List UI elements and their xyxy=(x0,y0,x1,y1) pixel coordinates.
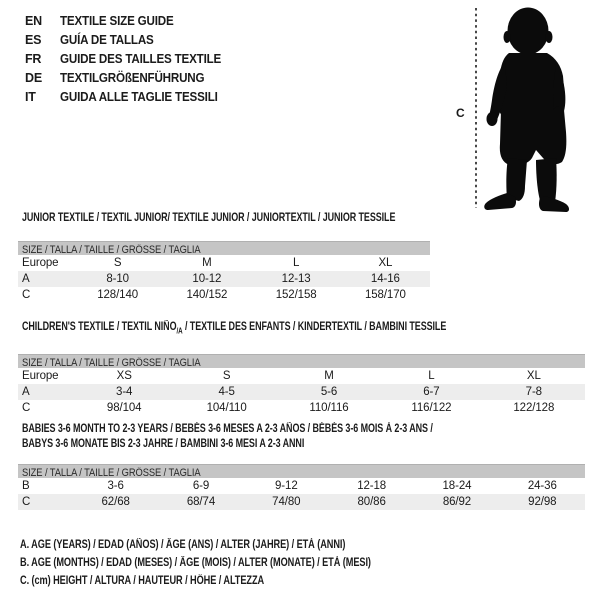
table-cell: 98/104 xyxy=(106,402,142,415)
size-header-bar xyxy=(18,241,430,255)
lang-row-es xyxy=(25,31,233,50)
table-cell: 128/140 xyxy=(97,289,139,301)
table-cell: L xyxy=(428,370,435,383)
table-cell: XL xyxy=(526,370,541,383)
table-cell: 7-8 xyxy=(525,386,542,399)
height-label: C xyxy=(456,106,465,120)
table-cell: 18-24 xyxy=(442,480,472,492)
table-cell: 80/86 xyxy=(357,496,386,508)
table-cell: S xyxy=(222,370,231,383)
table-cell: 116/122 xyxy=(411,402,452,415)
footnote-c: C. (cm) HEIGHT / ALTURA / HAUTEUR / HÖHE / ALTEZZA xyxy=(20,575,265,587)
language-title-list xyxy=(25,12,233,107)
row-label: C xyxy=(22,289,31,301)
table-cell: 4-5 xyxy=(218,386,235,399)
lang-row-de xyxy=(25,69,233,88)
footnote-a: A. AGE (YEARS) / EDAD (AÑOS) / ÂGE (ANS) / ALTER (JAHRE) / ETÀ (ANNI) xyxy=(20,539,346,551)
table-cell: 122/128 xyxy=(513,402,555,415)
table-cell: 5-6 xyxy=(320,386,338,399)
table-row xyxy=(18,400,585,416)
table-cell: 9-12 xyxy=(275,480,298,492)
table-cell: L xyxy=(292,257,300,269)
size-header-bar xyxy=(18,464,585,478)
table-cell: 12-13 xyxy=(281,273,311,285)
table-cell: 12-18 xyxy=(357,480,387,492)
lang-title: TEXTILGRÖßENFÜHRUNG xyxy=(60,71,205,85)
table-cell: M xyxy=(324,370,334,383)
row-label: Europe xyxy=(22,370,59,383)
table-title: JUNIOR TEXTILE / TEXTIL JUNIOR/ TEXTILE JUNIOR / JUNIORTEXTIL / JUNIOR TESSILE xyxy=(22,212,396,224)
table-title-sub: /A xyxy=(176,326,183,336)
row-label: B xyxy=(22,480,30,492)
lang-row-fr xyxy=(25,50,233,69)
table-row xyxy=(18,368,585,384)
babies-size-table xyxy=(18,422,585,510)
legend-footnotes xyxy=(20,536,459,590)
table-cell: M xyxy=(202,257,212,269)
table-cell: 14-16 xyxy=(370,273,400,285)
table-cell: 92/98 xyxy=(528,496,557,508)
row-label: A xyxy=(22,273,30,285)
table-title-line1: BABIES 3-6 MONTH TO 2-3 YEARS / BEBÉS 3-6 MESES A 2-3 AÑOS / BÉBÉS 3-6 MOIS À 2-3 ANS / xyxy=(22,423,433,435)
row-label: C xyxy=(22,496,31,508)
row-label: C xyxy=(22,402,31,415)
table-cell: 6-9 xyxy=(192,480,210,492)
table-cell: 140/152 xyxy=(186,289,228,301)
table-title-post: / TEXTILE DES ENFANTS / KINDERTEXTIL / BAMBINI TESSILE xyxy=(182,321,447,333)
table-cell: 158/170 xyxy=(364,289,406,301)
table-cell: 152/158 xyxy=(275,289,317,301)
size-header-label: SIZE / TALLA / TAILLE / GRÖSSE / TAGLIA xyxy=(22,467,201,479)
lang-code: FR xyxy=(25,52,42,66)
table-row xyxy=(18,255,430,271)
junior-size-table xyxy=(18,211,430,303)
lang-code: DE xyxy=(25,71,42,85)
table-row xyxy=(18,478,585,494)
size-header-label: SIZE / TALLA / TAILLE / GRÖSSE / TAGLIA xyxy=(22,244,201,256)
lang-code: ES xyxy=(25,33,42,47)
table-cell: 10-12 xyxy=(192,273,222,285)
children-size-table xyxy=(18,320,585,416)
size-header-bar xyxy=(18,354,585,368)
table-row xyxy=(18,494,585,510)
toddler-silhouette-icon xyxy=(450,0,600,215)
table-cell: 8-10 xyxy=(106,273,129,285)
height-figure xyxy=(450,0,600,215)
lang-row-en xyxy=(25,12,233,31)
table-cell: 62/68 xyxy=(101,496,130,508)
table-cell: 74/80 xyxy=(272,496,301,508)
lang-title: GUÍA DE TALLAS xyxy=(60,33,154,47)
table-title-line2: BABYS 3-6 MONATE BIS 2-3 JAHRE / BAMBINI 3-6 MESI A 2-3 ANNI xyxy=(22,438,305,450)
table-row xyxy=(18,384,585,400)
table-row xyxy=(18,271,430,287)
table-title-pre: CHILDREN'S TEXTILE / TEXTIL NIÑO xyxy=(22,321,177,333)
table-cell: 86/92 xyxy=(442,496,472,508)
table-cell: XS xyxy=(116,370,132,383)
table-cell: S xyxy=(113,257,122,269)
lang-title: GUIDE DES TAILLES TEXTILE xyxy=(60,52,222,66)
table-cell: 3-4 xyxy=(116,386,133,399)
table-cell: 104/110 xyxy=(206,402,247,415)
lang-code: IT xyxy=(25,90,36,104)
table-cell: 3-6 xyxy=(107,480,124,492)
table-cell: XL xyxy=(378,257,393,269)
row-label: Europe xyxy=(22,257,59,269)
lang-code: EN xyxy=(25,14,42,28)
lang-row-it xyxy=(25,88,233,107)
table-title xyxy=(22,320,461,338)
table-row xyxy=(18,287,430,303)
table-cell: 24-36 xyxy=(527,480,557,492)
table-cell: 68/74 xyxy=(186,496,216,508)
table-cell: 6-7 xyxy=(423,386,440,399)
table-cell: 110/116 xyxy=(309,402,349,415)
footnote-b: B. AGE (MONTHS) / EDAD (MESES) / ÂGE (MOIS) / ALTER (MONATE) / ETÀ (MESI) xyxy=(20,557,371,569)
lang-title: GUIDA ALLE TAGLIE TESSILI xyxy=(60,90,218,104)
lang-title: TEXTILE SIZE GUIDE xyxy=(60,14,174,28)
row-label: A xyxy=(22,386,30,399)
size-header-label: SIZE / TALLA / TAILLE / GRÖSSE / TAGLIA xyxy=(22,357,201,370)
